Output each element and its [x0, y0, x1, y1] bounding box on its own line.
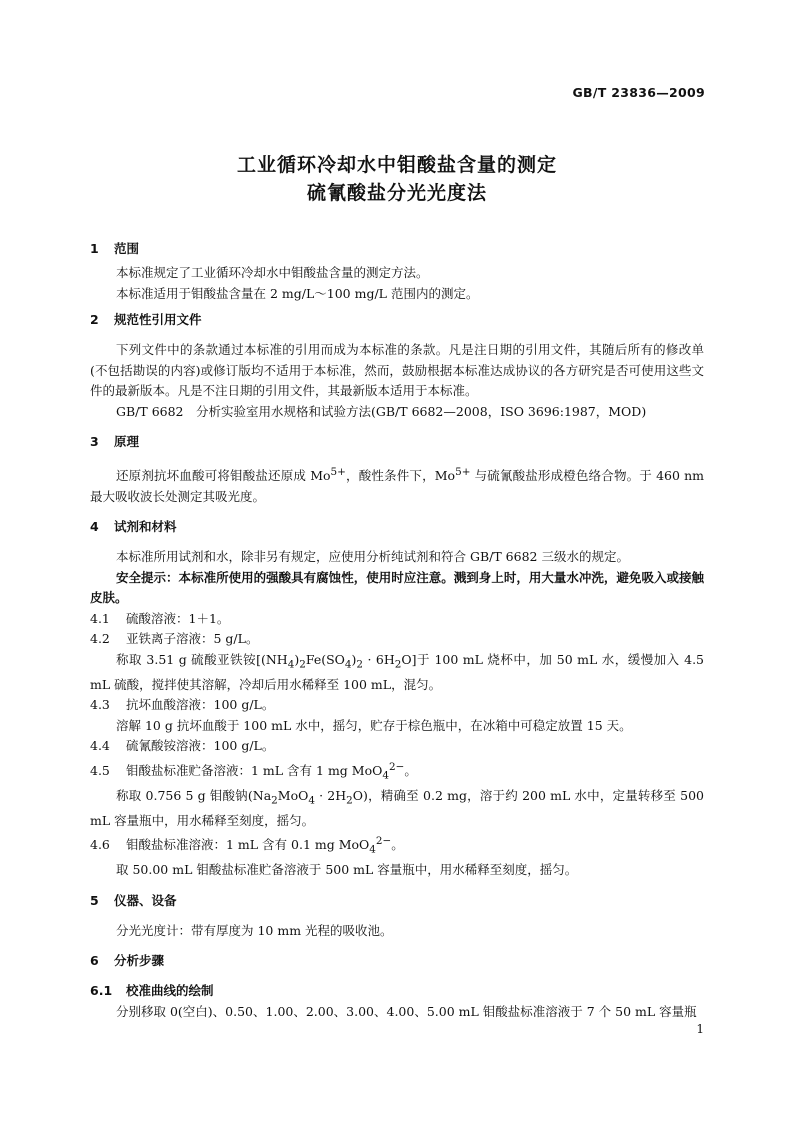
- clause-number: 4.1: [90, 610, 110, 626]
- paragraph: 下列文件中的条款通过本标准的引用而成为本标准的条款。凡是注日期的引用文件，其随后所有的修改单(不包括勘误的内容)或修订版均不适用于本标准，然而，鼓励根据本标准达成协议的各方研究是否可使用这些文件的最新版本。凡是不注日期的引用文件，其最新版本适用于本标准。: [90, 342, 704, 398]
- superscript: 2−: [388, 760, 405, 773]
- section-heading-procedure: [90, 951, 704, 971]
- subscript: 4: [344, 658, 352, 671]
- clause-text: 硫氰酸铵溶液：100 g/L。: [126, 738, 275, 754]
- clause-text: 钼酸盐标准贮备溶液：1 mL 含有 1 mg MoO: [126, 762, 383, 778]
- subscript: 2: [271, 794, 278, 807]
- text-run: ，酸性条件下，Mo: [345, 468, 456, 484]
- text-run: Fe(SO: [305, 651, 345, 667]
- section-heading-normative-references: [90, 310, 704, 330]
- subscript: 4: [308, 794, 315, 807]
- paragraph: [90, 650, 704, 696]
- clause-text: 硫酸溶液：1＋1。: [126, 610, 230, 626]
- paragraph: 取 50.00 mL 钼酸盐标准贮备溶液于 500 mL 容量瓶中，用水稀释至刻度，摇匀。: [116, 862, 578, 878]
- subscript: 2: [346, 794, 353, 807]
- subscript: 2: [394, 658, 402, 671]
- clause-4-2: [90, 629, 704, 650]
- section-title: 规范性引用文件: [114, 312, 202, 327]
- clause-4-6: [90, 831, 704, 860]
- text-run: ): [294, 651, 300, 667]
- clause-text: 抗坏血酸溶液：100 g/L。: [126, 697, 275, 713]
- subscript: 4: [382, 769, 389, 782]
- section-title: 仪器、设备: [114, 892, 177, 908]
- clause-number: 4.6: [90, 837, 110, 853]
- clause-4-1: [90, 609, 704, 630]
- clause-number: 4.5: [90, 762, 110, 778]
- text-run: 还原剂抗坏血酸可将钼酸盐还原成 Mo: [116, 468, 331, 484]
- clause-6-1: [90, 981, 704, 1002]
- clause-text: 亚铁离子溶液：5 g/L。: [126, 631, 259, 647]
- section-heading-apparatus: [90, 891, 704, 911]
- paragraph: 本标准所用试剂和水，除非另有规定，应使用分析纯试剂和符合 GB/T 6682 三级水的规定。: [116, 549, 629, 565]
- text-run: O)，精确至 0.2 mg，溶于约 200 mL 水中，定量转移至 500 mL 容量瓶中，用水稀释至刻度，摇匀。: [90, 787, 705, 828]
- paragraph: 分光光度计：带有厚度为 10 mm 光程的吸收池。: [116, 922, 393, 938]
- paragraph: 本标准适用于钼酸盐含量在 2 mg/L～100 mg/L 范围内的测定。: [116, 285, 479, 301]
- section-number: 4: [90, 519, 99, 535]
- paragraph: [90, 786, 704, 832]
- section-title: 分析步骤: [114, 953, 165, 969]
- paragraph: 分别移取 0(空白)、0.50、1.00、2.00、3.00、4.00、5.00 mL 钼酸盐标准溶液于 7 个 50 mL 容量瓶: [116, 1003, 697, 1019]
- section-title: 范围: [114, 241, 140, 256]
- section-title: 原理: [114, 434, 140, 449]
- subscript: 2: [299, 658, 306, 671]
- text-run: · 2H: [314, 787, 347, 803]
- clause-text: 钼酸盐标准溶液：1 mL 含有 0.1 mg MoO: [126, 837, 370, 853]
- standard-code: GB/T 23836—2009: [572, 85, 705, 100]
- clause-number: 4.4: [90, 738, 110, 754]
- document-body: [90, 239, 704, 1022]
- safety-warning: 安全提示：本标准所使用的强酸具有腐蚀性，使用时应注意。溅到身上时，用大量水冲洗，避免吸入或接触皮肤。: [90, 569, 704, 606]
- text-run: 与硫氰酸盐形成橙色络合物。于 460 nm 最大吸收波长处测定其吸光度。: [90, 468, 705, 504]
- document-title-line1: 工业循环冷却水中钼酸盐含量的测定: [236, 154, 557, 176]
- page-number: 1: [696, 1022, 704, 1036]
- text-run: · 6H: [363, 651, 395, 667]
- section-heading-scope: [90, 239, 704, 259]
- clause-text: 校准曲线的绘制: [126, 983, 214, 999]
- clause-4-4: [90, 736, 704, 757]
- clause-number: 4.3: [90, 697, 110, 713]
- superscript: 5+: [330, 466, 346, 478]
- section-heading-principle: [90, 432, 704, 452]
- section-number: 3: [90, 434, 99, 449]
- paragraph: 溶解 10 g 抗坏血酸于 100 mL 水中，摇匀，贮存于棕色瓶中，在冰箱中可稳定放置 15 天。: [116, 717, 632, 733]
- text-run: O]于 100 mL 烧杯中，加 50 mL 水，缓慢加入 4.5 mL 硫酸，搅拌使其溶解，冷却后用水稀释至 100 mL，混匀。: [90, 651, 704, 692]
- superscript: 2−: [375, 835, 392, 848]
- text-run: ): [351, 651, 357, 667]
- text-run: 。: [404, 762, 417, 778]
- clause-number: 4.2: [90, 631, 110, 647]
- subscript: 2: [356, 658, 364, 671]
- paragraph: [90, 462, 704, 507]
- section-number: 6: [90, 953, 99, 969]
- subscript: 4: [287, 658, 295, 671]
- section-number: 2: [90, 312, 99, 327]
- section-title: 试剂和材料: [114, 519, 177, 535]
- clause-4-5: [90, 757, 704, 786]
- clause-4-3: [90, 695, 704, 716]
- section-heading-reagents: [90, 517, 704, 537]
- section-number: 1: [90, 241, 99, 256]
- text-run: MoO: [277, 787, 309, 803]
- text-run: 称取 0.756 5 g 钼酸钠(Na: [116, 787, 272, 803]
- superscript: 5+: [455, 466, 471, 478]
- subscript: 4: [369, 843, 376, 856]
- paragraph-reference: GB/T 6682 分析实验室用水规格和试验方法(GB/T 6682—2008，ISO 3696:1987，MOD): [116, 403, 647, 419]
- text-run: 称取 3.51 g 硫酸亚铁铵[(NH: [116, 651, 288, 667]
- document-title-line2: 硫氰酸盐分光光度法: [306, 182, 487, 204]
- paragraph: 本标准规定了工业循环冷却水中钼酸盐含量的测定方法。: [116, 265, 429, 280]
- section-number: 5: [90, 892, 99, 908]
- text-run: 。: [391, 837, 404, 853]
- clause-number: 6.1: [90, 983, 113, 999]
